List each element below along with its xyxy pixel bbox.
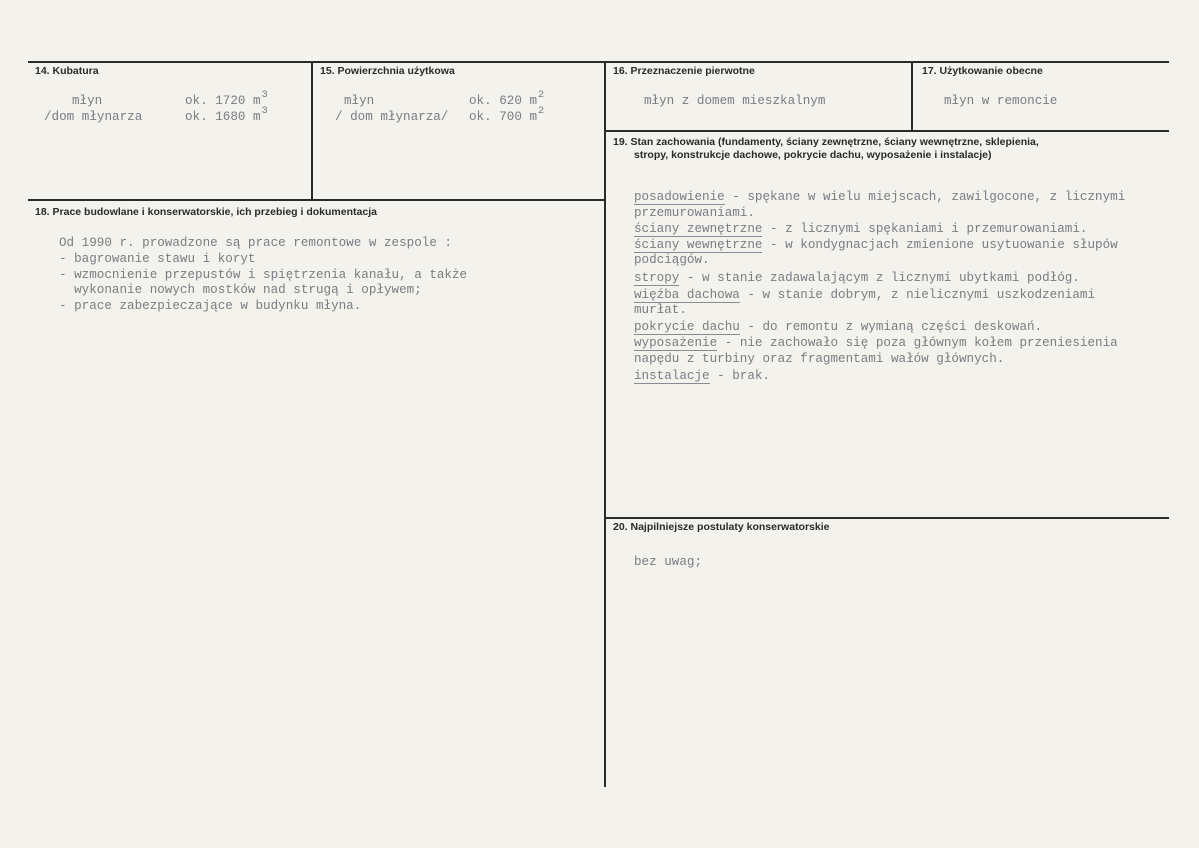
field19-desc: - w kondygnacjach zmienione usytuowanie słupów <box>762 238 1118 252</box>
field16-label: 16. Przeznaczenie pierwotne <box>613 65 755 77</box>
divider-16-17 <box>911 61 913 131</box>
field19-item-posadowienie <box>634 190 1125 206</box>
field14-row-2-unit-exponent: 3 <box>261 106 268 117</box>
field19-item-instalacje <box>634 369 770 385</box>
field17-value: młyn w remoncie <box>944 94 1058 108</box>
field19-desc: - do remontu z wymianą części deskowań. <box>739 320 1043 334</box>
field14-row-1-name: młyn <box>72 94 103 108</box>
field19-item-continuation: murłat. <box>634 303 687 317</box>
field16-value: młyn z domem mieszkalnym <box>644 94 826 108</box>
field19-label-line-2: stropy, konstrukcje dachowe, pokrycie dachu, wyposażenie i instalacje) <box>634 149 992 161</box>
field19-item-continuation: podciągów. <box>634 253 710 267</box>
field20-label: 20. Najpilniejsze postulaty konserwatorskie <box>613 521 830 533</box>
field19-desc: - spękane w wielu miejscach, zawilgocone, z licznymi <box>724 190 1126 204</box>
field19-desc: - w stanie zadawalającym z licznymi ubytkami podłóg. <box>679 271 1080 285</box>
field15-row-1-unit-exponent: 2 <box>538 90 545 101</box>
field18-line: - bagrowanie stawu i koryt <box>59 252 256 266</box>
field14-row-2-value <box>185 106 268 127</box>
field19-item-wiezba-dachowa <box>634 288 1095 304</box>
divider-14-15 <box>311 61 313 200</box>
field19-desc: - z licznymi spękaniami i przemurowaniami. <box>762 222 1088 236</box>
field15-row-1-amount: ok. 620 m <box>469 94 538 108</box>
field19-term: więźba dachowa <box>634 288 740 302</box>
field14-row-2-name: /dom młynarza <box>44 110 143 124</box>
field18-line: wykonanie nowych mostków nad strugą i opływem; <box>59 283 422 297</box>
field14-row-1-unit-exponent: 3 <box>261 90 268 101</box>
field19-term: instalacje <box>634 369 710 383</box>
field19-item-sciany-wewnetrzne <box>634 238 1118 254</box>
field14-row-1-amount: ok. 1720 m <box>185 94 261 108</box>
field20-top-border <box>604 517 1169 519</box>
field19-item-pokrycie-dachu <box>634 320 1042 336</box>
field19-label-line-1: 19. Stan zachowania (fundamenty, ściany zewnętrzne, ściany wewnętrzne, sklepienia, <box>613 136 1039 148</box>
field18-line: Od 1990 r. prowadzone są prace remontowe w zespole : <box>59 236 452 250</box>
field19-term: ściany wewnętrzne <box>634 238 763 252</box>
field19-term: posadowienie <box>634 190 725 204</box>
field14-row-1-value <box>185 90 268 111</box>
field15-row-2-amount: ok. 700 m <box>469 110 538 124</box>
field19-item-wyposazenie <box>634 336 1118 352</box>
field14-label: 14. Kubatura <box>35 65 99 77</box>
field15-row-2-name: / dom młynarza/ <box>335 110 449 124</box>
field19-term: stropy <box>634 271 680 285</box>
row1-bottom-border-right <box>604 130 1169 132</box>
field18-line: - wzmocnienie przepustów i spiętrzenia kanału, a także <box>59 268 468 282</box>
field14-row-2-amount: ok. 1680 m <box>185 110 261 124</box>
field18-label: 18. Prace budowlane i konserwatorskie, ich przebieg i dokumentacja <box>35 206 377 218</box>
field19-item-continuation: napędu z turbiny oraz fragmentami wałów głównych. <box>634 352 1005 366</box>
field19-desc: - w stanie dobrym, z nielicznymi uszkodzeniami <box>739 288 1096 302</box>
row1-bottom-border-left <box>28 199 605 201</box>
field15-row-2-value <box>469 106 545 127</box>
field20-value: bez uwag; <box>634 555 703 569</box>
field19-item-continuation: przemurowaniami. <box>634 206 755 220</box>
field19-term: ściany zewnętrzne <box>634 222 763 236</box>
field15-label: 15. Powierzchnia użytkowa <box>320 65 455 77</box>
field19-item-sciany-zewnetrzne <box>634 222 1087 238</box>
divider-center <box>604 61 606 787</box>
top-border <box>28 61 1169 63</box>
field19-term: wyposażenie <box>634 336 718 350</box>
field17-label: 17. Użytkowanie obecne <box>922 65 1043 77</box>
field15-row-2-unit-exponent: 2 <box>538 106 545 117</box>
field19-item-stropy <box>634 271 1080 287</box>
field19-term: pokrycie dachu <box>634 320 740 334</box>
field19-desc: - nie zachowało się poza głównym kołem przeniesienia <box>717 336 1118 350</box>
field15-row-1-value <box>469 90 545 111</box>
field15-row-1-name: młyn <box>344 94 375 108</box>
field18-line: - prace zabezpieczające w budynku młyna. <box>59 299 362 313</box>
field19-desc: - brak. <box>709 369 771 383</box>
